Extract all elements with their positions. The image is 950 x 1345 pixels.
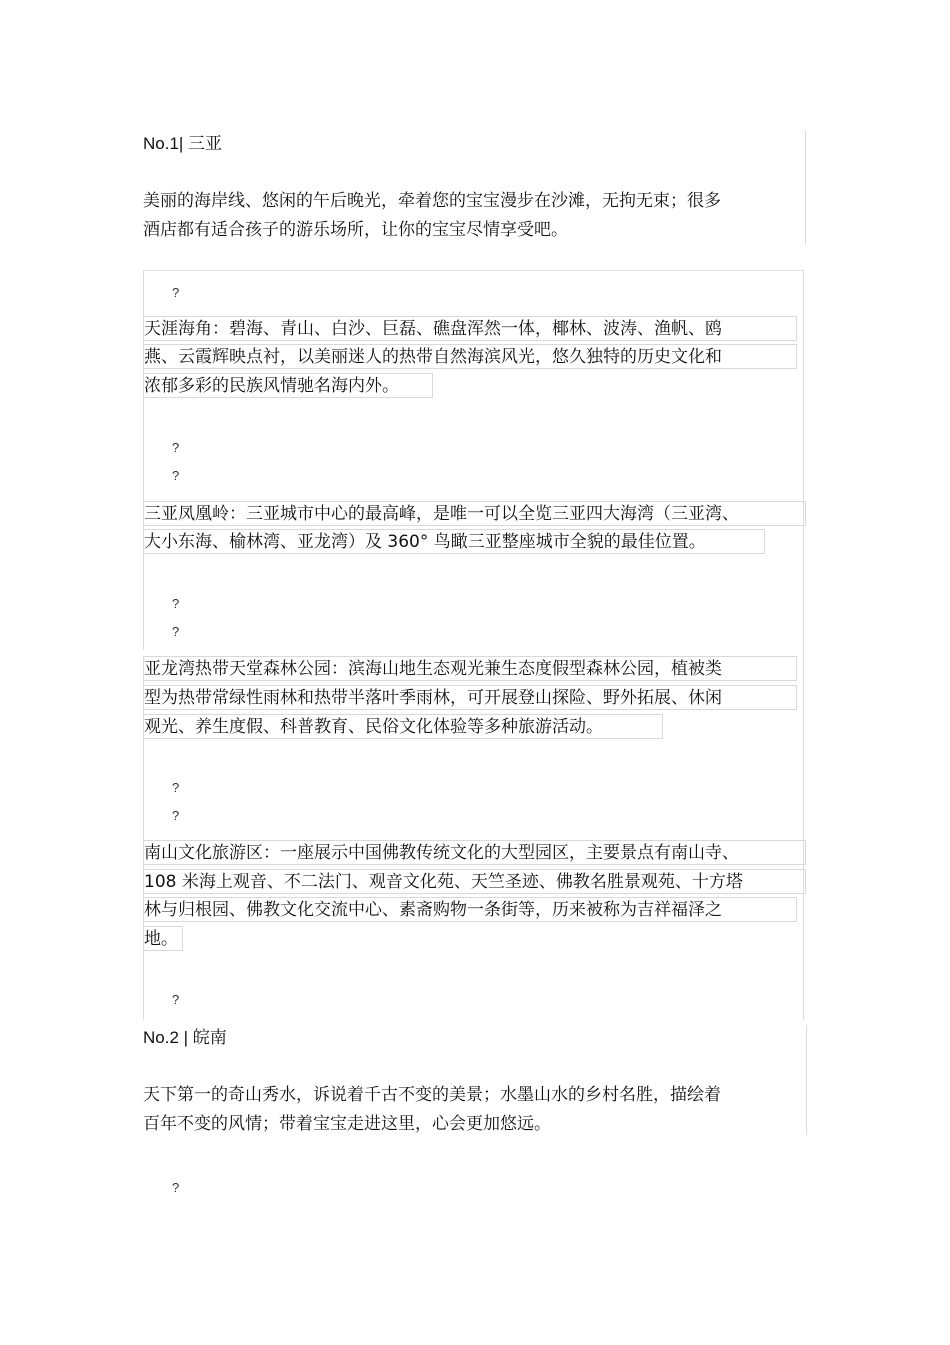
section-heading: No.2 | 皖南	[143, 1028, 227, 1047]
intro-line: 百年不变的风情；带着宝宝走进这里，心会更加悠远。	[143, 1114, 551, 1134]
spot-line: 南山文化旅游区：一座展示中国佛教传统文化的大型园区，主要景点有南山寺、	[144, 843, 739, 863]
spot-line: 浓郁多彩的民族风情驰名海内外。	[144, 376, 399, 396]
spot-line: 108 米海上观音、不二法门、观音文化苑、天竺圣迹、佛教名胜景观苑、十方塔	[144, 872, 743, 892]
placeholder-mark: ?	[172, 440, 180, 455]
spot-line: 燕、云霞辉映点衬，以美丽迷人的热带自然海滨风光，悠久独特的历史文化和	[144, 347, 722, 367]
placeholder-mark: ?	[172, 285, 180, 300]
placeholder-mark: ?	[172, 1180, 180, 1195]
spot-line: 林与归根园、佛教文化交流中心、素斋购物一条街等，历来被称为吉祥福泽之	[144, 900, 722, 920]
frame-line	[805, 130, 806, 245]
spot-line: 地。	[144, 929, 178, 949]
placeholder-mark: ?	[172, 624, 180, 639]
frame-line	[806, 1025, 807, 1135]
spot-line: 大小东海、榆林湾、亚龙湾）及 360° 鸟瞰三亚整座城市全貌的最佳位置。	[144, 532, 706, 552]
spot-line: 型为热带常绿性雨林和热带半落叶季雨林，可开展登山探险、野外拓展、休闲	[144, 688, 722, 708]
frame-line	[143, 270, 803, 271]
placeholder-mark: ?	[172, 808, 180, 823]
spot-line: 观光、养生度假、科普教育、民俗文化体验等多种旅游活动。	[144, 717, 603, 737]
spot-line: 天涯海角：碧海、青山、白沙、巨磊、礁盘浑然一体，椰林、波涛、渔帆、鸥	[144, 319, 722, 339]
spot-line: 三亚凤凰岭：三亚城市中心的最高峰，是唯一可以全览三亚四大海湾（三亚湾、	[144, 504, 739, 524]
placeholder-mark: ?	[172, 596, 180, 611]
intro-line: 酒店都有适合孩子的游乐场所，让你的宝宝尽情享受吧。	[143, 220, 568, 240]
intro-line: 天下第一的奇山秀水，诉说着千古不变的美景；水墨山水的乡村名胜，描绘着	[143, 1085, 721, 1105]
frame-line	[803, 270, 804, 1020]
placeholder-mark: ?	[172, 780, 180, 795]
placeholder-mark: ?	[172, 992, 180, 1007]
section-heading: No.1| 三亚	[143, 134, 223, 153]
placeholder-mark: ?	[172, 468, 180, 483]
spot-line: 亚龙湾热带天堂森林公园：滨海山地生态观光兼生态度假型森林公园，植被类	[144, 659, 722, 679]
intro-line: 美丽的海岸线、悠闲的午后晚光，牵着您的宝宝漫步在沙滩，无拘无束；很多	[143, 191, 721, 211]
